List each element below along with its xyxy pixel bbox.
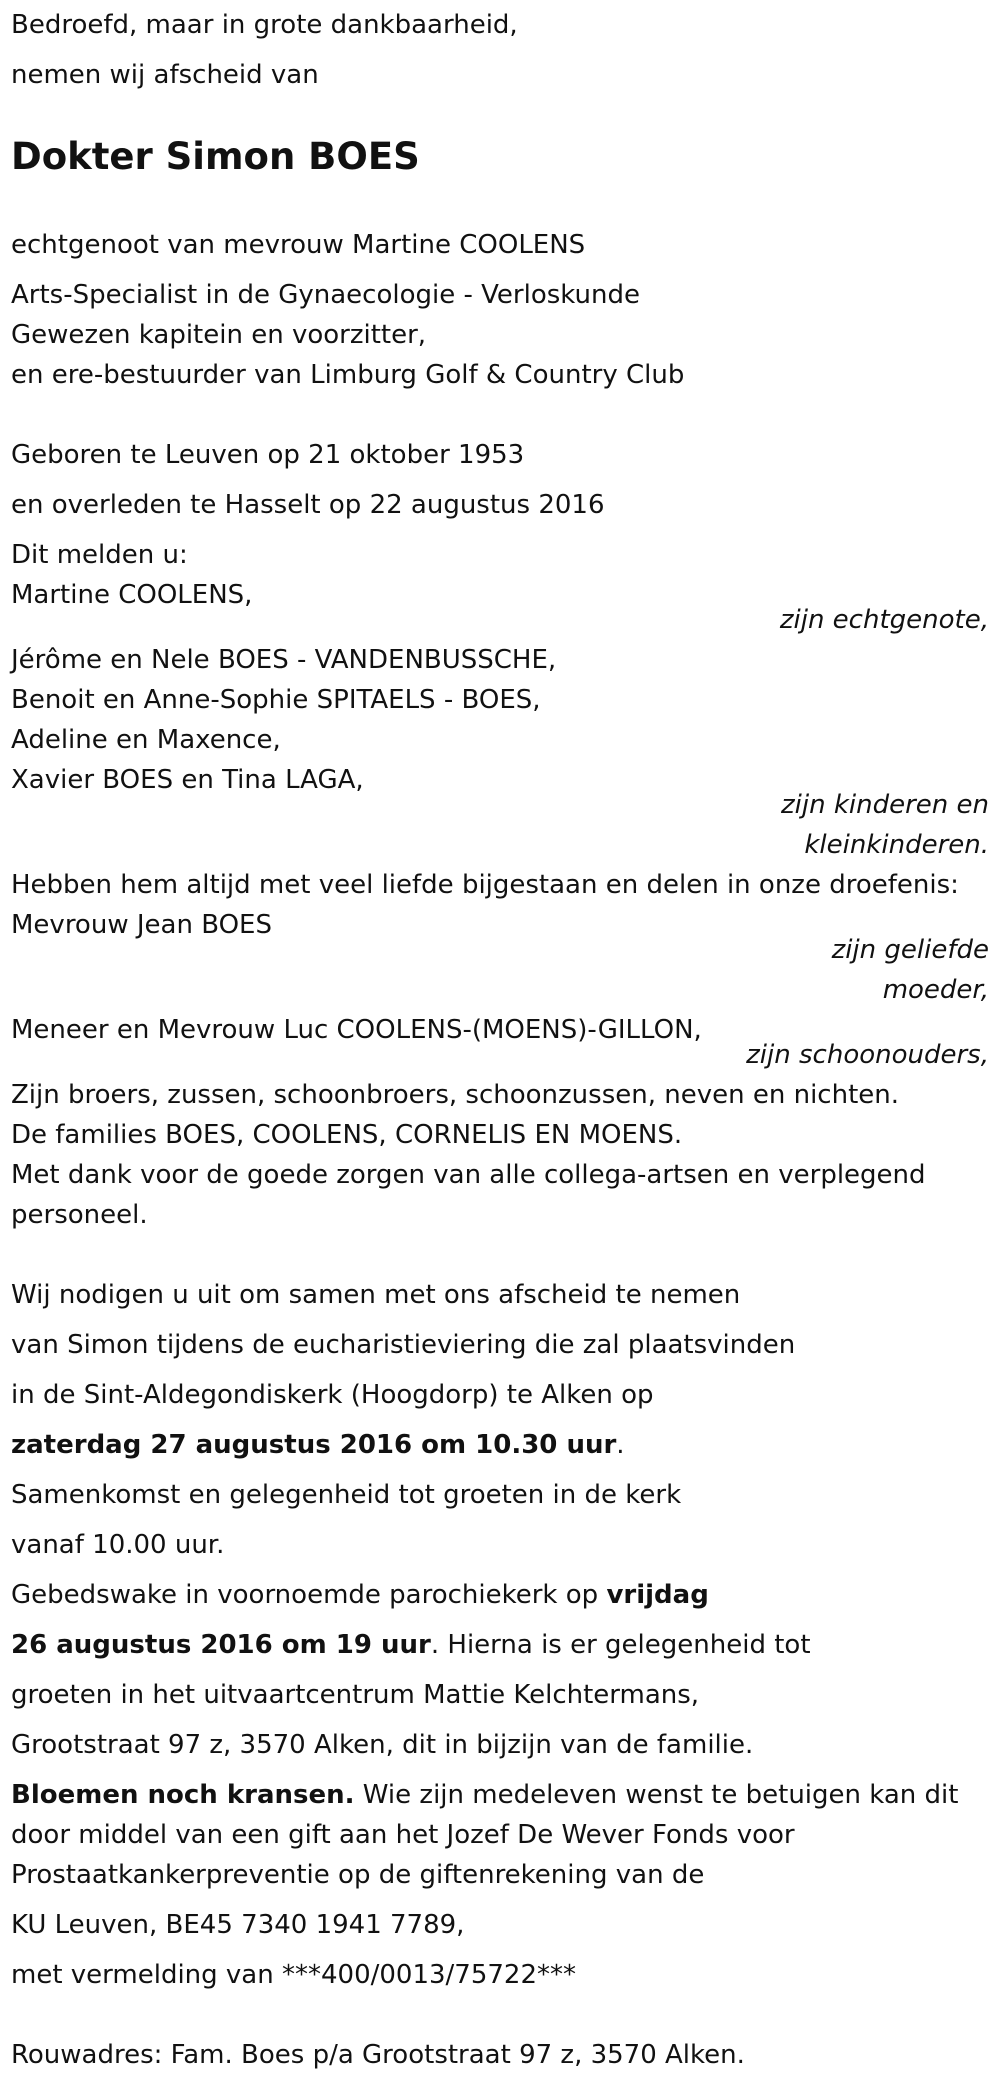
profession-line: Arts-Specialist in de Gynaecologie - Verloskunde: [11, 280, 640, 310]
service-date-line: [11, 1428, 625, 1462]
children-role-1: zijn kinderen en: [781, 790, 989, 820]
support-line: Hebben hem altijd met veel liefde bijgestaan en delen in onze droefenis:: [11, 870, 959, 900]
spouse-name: Martine COOLENS,: [11, 580, 253, 610]
mourning-address: Rouwadres: Fam. Boes p/a Grootstraat 97 z, 3570 Alken.: [11, 2040, 745, 2070]
spouse-role: zijn echtgenote,: [779, 605, 989, 635]
reference-line: met vermelding van ***400/0013/75722***: [11, 1960, 577, 1990]
died-line: en overleden te Hasselt op 22 augustus 2016: [11, 490, 605, 520]
inlaws-name: Meneer en Mevrouw Luc COOLENS-(MOENS)-GILLON,: [11, 1015, 702, 1045]
intro-line-1: Bedroefd, maar in grote dankbaarheid,: [11, 10, 518, 40]
service-line-2: van Simon tijdens de eucharistieviering die zal plaatsvinden: [11, 1330, 796, 1360]
child-line-2: Benoit en Anne-Sophie SPITAELS - BOES,: [11, 685, 541, 715]
gathering-line: Samenkomst en gelegenheid tot groeten in de kerk: [11, 1480, 682, 1510]
golf-role-line-2: en ere-bestuurder van Limburg Golf & Country Club: [11, 360, 685, 390]
flowers-rest: Wie zijn medeleven wenst te betuigen kan dit: [354, 1780, 959, 1810]
family-intro: Dit melden u:: [11, 540, 188, 570]
spouse-line: echtgenoot van mevrouw Martine COOLENS: [11, 230, 586, 260]
bank-account-line: KU Leuven, BE45 7340 1941 7789,: [11, 1910, 465, 1940]
wake-intro: Gebedswake in voornoemde parochiekerk op: [11, 1580, 607, 1610]
funeral-home-line: groeten in het uitvaartcentrum Mattie Kelchtermans,: [11, 1680, 700, 1710]
service-line-1: Wij nodigen u uit om samen met ons afscheid te nemen: [11, 1280, 741, 1310]
wake-line-2: [11, 1628, 811, 1662]
child-line-3: Adeline en Maxence,: [11, 725, 281, 755]
funeral-home-address-line: Grootstraat 97 z, 3570 Alken, dit in bijzijn van de familie.: [11, 1730, 754, 1760]
flowers-line-2: door middel van een gift aan het Jozef De Wever Fonds voor: [11, 1820, 795, 1850]
mother-name: Mevrouw Jean BOES: [11, 910, 272, 940]
deceased-name: Dokter Simon BOES: [11, 135, 420, 178]
golf-role-line-1: Gewezen kapitein en voorzitter,: [11, 320, 427, 350]
inlaws-role: zijn schoonouders,: [746, 1040, 989, 1070]
flowers-line-1: [11, 1778, 958, 1812]
wake-line-1: [11, 1578, 709, 1612]
thanks-line-1: Met dank voor de goede zorgen van alle collega-artsen en verplegend: [11, 1160, 926, 1190]
born-line: Geboren te Leuven op 21 oktober 1953: [11, 440, 525, 470]
service-line-3: in de Sint-Aldegondiskerk (Hoogdorp) te Alken op: [11, 1380, 654, 1410]
siblings-line: Zijn broers, zussen, schoonbroers, schoonzussen, neven en nichten.: [11, 1080, 899, 1110]
mother-role-2: moeder,: [882, 975, 989, 1005]
service-date-end: .: [616, 1430, 625, 1460]
wake-date: 26 augustus 2016 om 19 uur: [11, 1630, 431, 1660]
obituary-notice: [11, 0, 989, 2074]
children-role-2: kleinkinderen.: [804, 830, 989, 860]
families-line: De families BOES, COOLENS, CORNELIS EN MOENS.: [11, 1120, 683, 1150]
gathering-time-line: vanaf 10.00 uur.: [11, 1530, 225, 1560]
flowers-line-3: Prostaatkankerpreventie op de giftenrekening van de: [11, 1860, 705, 1890]
flowers-heading: Bloemen noch kransen.: [11, 1780, 355, 1810]
child-line-4: Xavier BOES en Tina LAGA,: [11, 765, 364, 795]
intro-line-2: nemen wij afscheid van: [11, 60, 319, 90]
wake-rest: . Hierna is er gelegenheid tot: [430, 1630, 811, 1660]
service-date: zaterdag 27 augustus 2016 om 10.30 uur: [11, 1430, 617, 1460]
child-line-1: Jérôme en Nele BOES - VANDENBUSSCHE,: [11, 645, 557, 675]
wake-day: vrijdag: [606, 1580, 709, 1610]
thanks-line-2: personeel.: [11, 1200, 148, 1230]
mother-role-1: zijn geliefde: [831, 935, 989, 965]
